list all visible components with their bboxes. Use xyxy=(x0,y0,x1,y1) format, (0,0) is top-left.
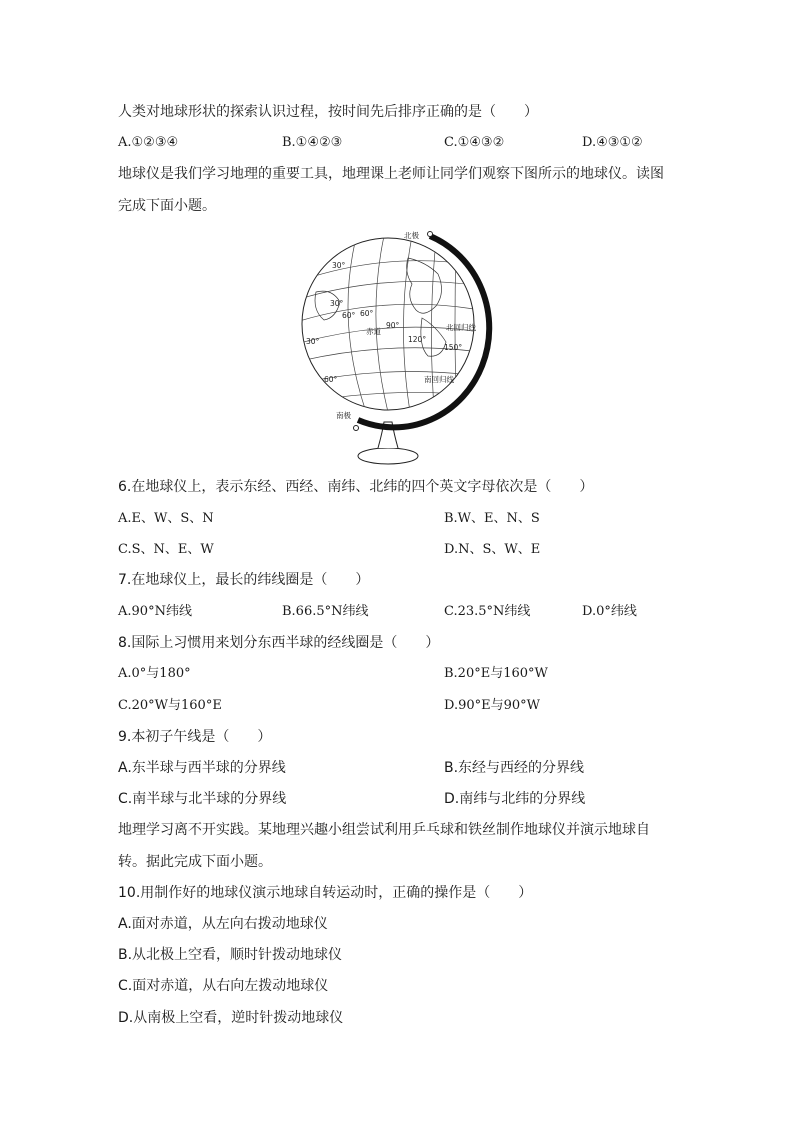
q8-option-d: D.90°E与90°W xyxy=(444,698,541,713)
q7-option-c: C.23.5°N纬线 xyxy=(444,604,531,619)
q6-option-b: B.W、E、N、S xyxy=(444,511,540,526)
q10-option-c: C.面对赤道，从右向左拨动地球仪 xyxy=(118,978,329,994)
equator-label: 赤道 xyxy=(366,327,381,336)
lon-150-label: 150° xyxy=(444,343,463,352)
q5-option-b: B.①④②③ xyxy=(282,135,343,150)
q9-option-d: D.南纬与北纬的分界线 xyxy=(444,791,586,807)
lat-60-label-a: 60° xyxy=(324,375,338,384)
q7-option-d: D.0°纬线 xyxy=(582,604,637,619)
q9-option-a: A.东半球与西半球的分界线 xyxy=(118,760,286,776)
q8-option-c: C.20°W与160°E xyxy=(118,698,222,713)
globe-stand-base xyxy=(358,448,418,464)
q8-option-a: A.0°与180° xyxy=(118,666,191,681)
q6-option-c: C.S、N、E、W xyxy=(118,542,214,557)
lat-30-label-a: 30° xyxy=(332,261,346,270)
q9-stem: 9.本初子午线是（ ） xyxy=(118,729,272,745)
lon-90-label: 90° xyxy=(386,321,400,330)
q9-option-b: B.东经与西经的分界线 xyxy=(444,760,585,776)
intro2-line1: 地理学习离不开实践。某地理兴趣小组尝试利用乒乓球和铁丝制作地球仪并演示地球自 xyxy=(118,822,650,838)
lon-120-label: 120° xyxy=(408,335,427,344)
globe-figure xyxy=(296,222,496,470)
q10-option-b: B.从北极上空看，顺时针拨动地球仪 xyxy=(118,947,343,963)
south-pole-label: 南极 xyxy=(336,411,351,420)
lat-30-label-c: 30° xyxy=(306,337,320,346)
lat-60-label-b: 60° xyxy=(342,311,356,320)
q7-stem: 7.在地球仪上，最长的纬线圈是（ ） xyxy=(118,572,370,588)
tropic-south-label: 南回归线 xyxy=(424,375,454,384)
q9-option-c: C.南半球与北半球的分界线 xyxy=(118,791,287,807)
q5-option-a: A.①②③④ xyxy=(118,135,179,150)
q6-stem: 6.在地球仪上，表示东经、西经、南纬、北纬的四个英文字母依次是（ ） xyxy=(118,479,594,495)
intro1-line2: 完成下面小题。 xyxy=(118,198,216,214)
lon-60-label: 60° xyxy=(360,309,374,318)
tropic-north-label: 北回归线 xyxy=(446,323,476,332)
intro2-line2: 转。据此完成下面小题。 xyxy=(118,854,272,870)
lat-30-label-b: 30° xyxy=(330,299,344,308)
q10-stem: 10.用制作好的地球仪演示地球自转运动时，正确的操作是（ ） xyxy=(118,885,533,901)
q5-option-c: C.①④③② xyxy=(444,135,505,150)
q8-stem: 8.国际上习惯用来划分东西半球的经线圈是（ ） xyxy=(118,635,440,651)
q5-option-d: D.④③①② xyxy=(582,135,643,150)
q10-option-a: A.面对赤道，从左向右拨动地球仪 xyxy=(118,916,328,932)
north-pole-label: 北极 xyxy=(404,231,419,240)
q6-option-a: A.E、W、S、N xyxy=(118,511,214,526)
q7-option-a: A.90°N纬线 xyxy=(118,604,192,619)
intro1-line1: 地球仪是我们学习地理的重要工具，地理课上老师让同学们观察下图所示的地球仪。读图 xyxy=(118,166,664,182)
q5-stem: 人类对地球形状的探索认识过程，按时间先后排序正确的是（ ） xyxy=(118,104,538,120)
q6-option-d: D.N、S、W、E xyxy=(444,542,541,557)
q10-option-d: D.从南极上空看，逆时针拨动地球仪 xyxy=(118,1010,344,1026)
q8-option-b: B.20°E与160°W xyxy=(444,666,548,681)
q7-option-b: B.66.5°N纬线 xyxy=(282,604,369,619)
